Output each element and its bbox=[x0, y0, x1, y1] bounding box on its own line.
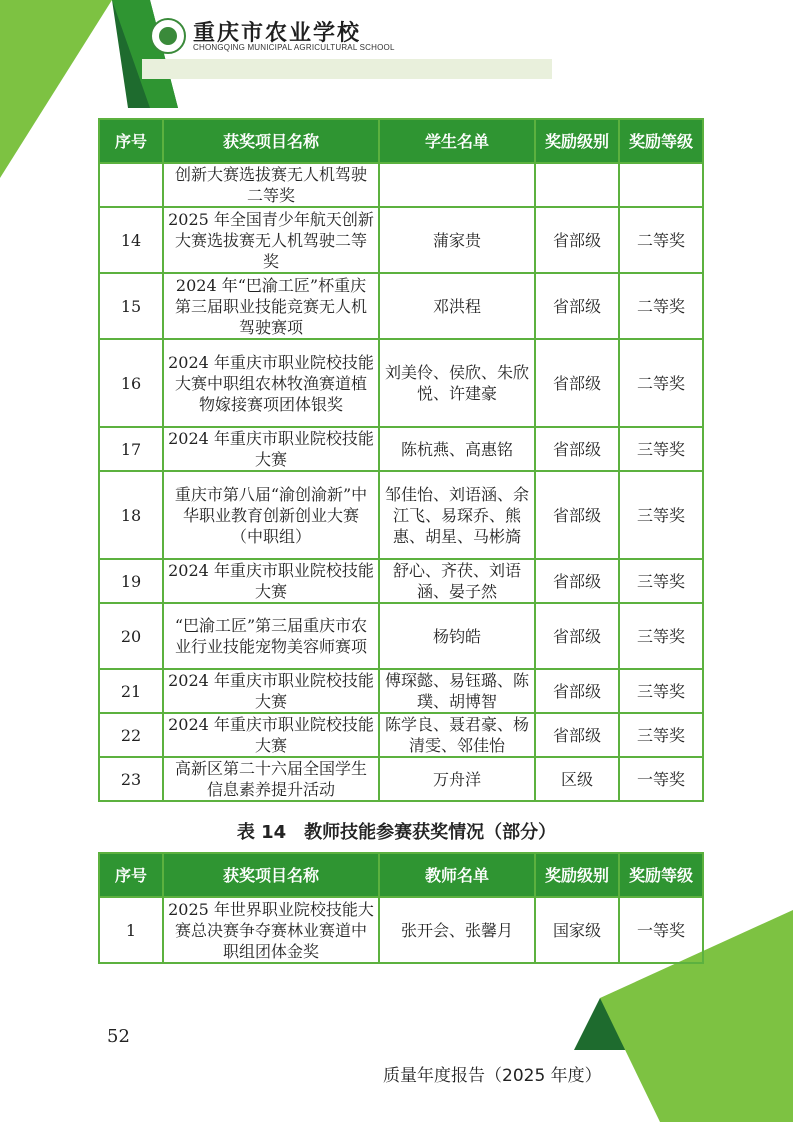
cell-index bbox=[99, 163, 163, 207]
cell-award-name: 高新区第二十六届全国学生信息素养提升活动 bbox=[163, 757, 379, 801]
col-header-award-level: 奖励级别 bbox=[535, 119, 619, 163]
table-row bbox=[99, 163, 703, 207]
col-header-award-grade: 奖励等级 bbox=[619, 119, 703, 163]
table-row bbox=[99, 339, 703, 427]
cell-award-grade: 二等奖 bbox=[619, 207, 703, 273]
cell-award-grade: 三等奖 bbox=[619, 559, 703, 603]
table-row bbox=[99, 207, 703, 273]
cell-award-level: 省部级 bbox=[535, 339, 619, 427]
cell-award-grade: 三等奖 bbox=[619, 471, 703, 559]
cell-names: 蒲家贵 bbox=[379, 207, 535, 273]
cell-names: 舒心、齐茯、刘语涵、晏子然 bbox=[379, 559, 535, 603]
table-row bbox=[99, 273, 703, 339]
table-row bbox=[99, 669, 703, 713]
cell-names: 陈学良、聂君豪、杨清雯、邻佳怡 bbox=[379, 713, 535, 757]
student-awards-table bbox=[98, 118, 704, 802]
cell-names: 万舟洋 bbox=[379, 757, 535, 801]
cell-index: 15 bbox=[99, 273, 163, 339]
table-row bbox=[99, 757, 703, 801]
table-header-row bbox=[99, 119, 703, 163]
cell-award-grade: 一等奖 bbox=[619, 897, 703, 963]
cell-award-name: 2024 年重庆市职业院校技能大赛中职组农林牧渔赛道植物嫁接赛项团体银奖 bbox=[163, 339, 379, 427]
table-row bbox=[99, 471, 703, 559]
cell-award-level bbox=[535, 163, 619, 207]
table-row bbox=[99, 427, 703, 471]
cell-award-level: 省部级 bbox=[535, 427, 619, 471]
cell-index: 17 bbox=[99, 427, 163, 471]
school-name-en: CHONGQING MUNICIPAL AGRICULTURAL SCHOOL bbox=[193, 43, 395, 52]
cell-award-level: 省部级 bbox=[535, 669, 619, 713]
table-row bbox=[99, 603, 703, 669]
cell-award-name: 2024 年重庆市职业院校技能大赛 bbox=[163, 559, 379, 603]
top-left-light-green-triangle bbox=[0, 0, 112, 178]
cell-award-level: 省部级 bbox=[535, 273, 619, 339]
cell-award-name: “巴渝工匠”第三届重庆市农业行业技能宠物美容师赛项 bbox=[163, 603, 379, 669]
cell-index: 19 bbox=[99, 559, 163, 603]
cell-names: 张开会、张馨月 bbox=[379, 897, 535, 963]
cell-names: 刘美伶、侯欣、朱欣悦、许建豪 bbox=[379, 339, 535, 427]
cell-award-grade: 三等奖 bbox=[619, 669, 703, 713]
cell-index: 22 bbox=[99, 713, 163, 757]
col-header-index: 序号 bbox=[99, 119, 163, 163]
cell-index: 16 bbox=[99, 339, 163, 427]
cell-names: 邓洪程 bbox=[379, 273, 535, 339]
cell-award-grade: 二等奖 bbox=[619, 273, 703, 339]
cell-award-name: 2025 年全国青少年航天创新大赛选拔赛无人机驾驶二等奖 bbox=[163, 207, 379, 273]
table-row bbox=[99, 559, 703, 603]
cell-award-name: 2024 年重庆市职业院校技能大赛 bbox=[163, 427, 379, 471]
cell-award-grade: 二等奖 bbox=[619, 339, 703, 427]
cell-names bbox=[379, 163, 535, 207]
cell-award-level: 省部级 bbox=[535, 603, 619, 669]
cell-award-name: 重庆市第八届“渝创渝新”中华职业教育创新创业大赛（中职组） bbox=[163, 471, 379, 559]
cell-award-name: 2024 年重庆市职业院校技能大赛 bbox=[163, 669, 379, 713]
cell-award-grade bbox=[619, 163, 703, 207]
col-header-index: 序号 bbox=[99, 853, 163, 897]
header-bar bbox=[142, 59, 552, 79]
cell-award-level: 区级 bbox=[535, 757, 619, 801]
col-header-award-name: 获奖项目名称 bbox=[163, 119, 379, 163]
cell-names: 杨钧皓 bbox=[379, 603, 535, 669]
cell-award-level: 国家级 bbox=[535, 897, 619, 963]
table-caption: 表 14 教师技能参赛获奖情况（部分） bbox=[236, 822, 557, 843]
cell-index: 23 bbox=[99, 757, 163, 801]
col-header-students: 学生名单 bbox=[379, 119, 535, 163]
cell-names: 陈杭燕、高惠铭 bbox=[379, 427, 535, 471]
col-header-teachers: 教师名单 bbox=[379, 853, 535, 897]
col-header-award-grade: 奖励等级 bbox=[619, 853, 703, 897]
cell-award-name: 创新大赛选拔赛无人机驾驶二等奖 bbox=[163, 163, 379, 207]
cell-award-grade: 三等奖 bbox=[619, 603, 703, 669]
col-header-award-name: 获奖项目名称 bbox=[163, 853, 379, 897]
page-number: 52 bbox=[107, 1026, 130, 1047]
cell-index: 21 bbox=[99, 669, 163, 713]
table-row bbox=[99, 713, 703, 757]
cell-award-grade: 三等奖 bbox=[619, 713, 703, 757]
table-header-row bbox=[99, 853, 703, 897]
cell-index: 14 bbox=[99, 207, 163, 273]
cell-award-level: 省部级 bbox=[535, 471, 619, 559]
cell-award-grade: 三等奖 bbox=[619, 427, 703, 471]
cell-award-level: 省部级 bbox=[535, 559, 619, 603]
cell-index: 20 bbox=[99, 603, 163, 669]
footer-title: 质量年度报告（2025 年度） bbox=[383, 1066, 602, 1086]
cell-award-level: 省部级 bbox=[535, 207, 619, 273]
teacher-awards-table bbox=[98, 852, 704, 964]
col-header-award-level: 奖励级别 bbox=[535, 853, 619, 897]
school-logo bbox=[150, 18, 186, 54]
cell-award-level: 省部级 bbox=[535, 713, 619, 757]
school-name-cn: 重庆市农业学校 bbox=[193, 21, 362, 46]
cell-award-name: 2025 年世界职业院校技能大赛总决赛争夺赛林业赛道中职组团体金奖 bbox=[163, 897, 379, 963]
table-row bbox=[99, 897, 703, 963]
cell-award-name: 2024 年重庆市职业院校技能大赛 bbox=[163, 713, 379, 757]
cell-award-grade: 一等奖 bbox=[619, 757, 703, 801]
cell-index: 18 bbox=[99, 471, 163, 559]
cell-index: 1 bbox=[99, 897, 163, 963]
cell-names: 邹佳怡、刘语涵、余江飞、易琛乔、熊惠、胡星、马彬旖 bbox=[379, 471, 535, 559]
cell-names: 傅琛懿、易钰璐、陈璞、胡博智 bbox=[379, 669, 535, 713]
cell-award-name: 2024 年“巴渝工匠”杯重庆第三届职业技能竞赛无人机驾驶赛项 bbox=[163, 273, 379, 339]
